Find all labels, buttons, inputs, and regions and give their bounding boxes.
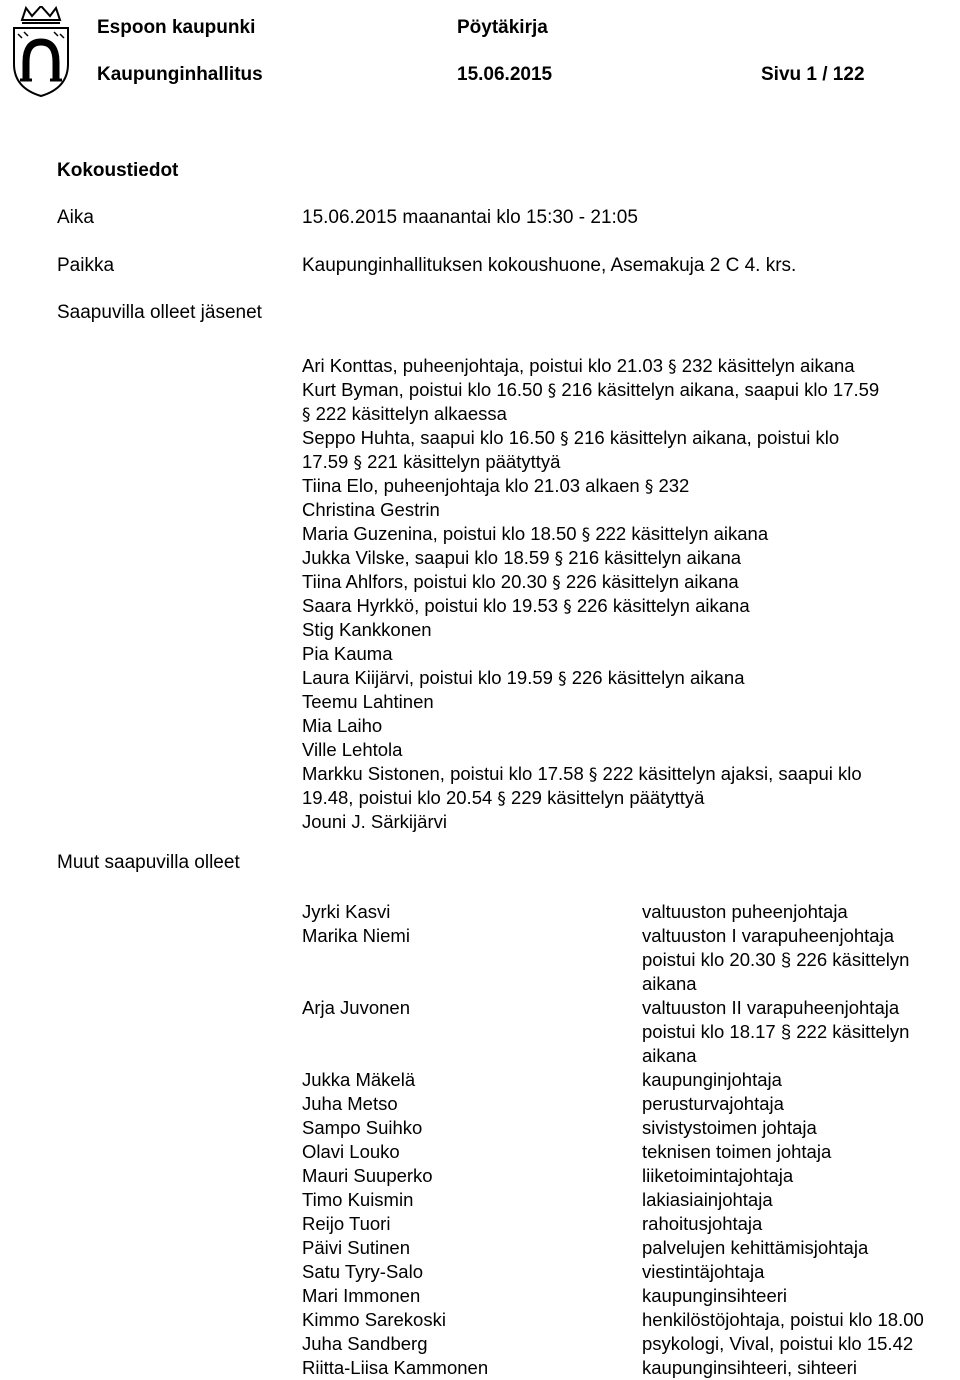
- member-line: [302, 666, 879, 690]
- attendee-role: aikana: [642, 973, 697, 994]
- section-sign-icon: §: [644, 477, 654, 497]
- member-line-text: 222 käsittelyn alkaessa: [310, 403, 507, 424]
- member-line-text: 17.59: [302, 451, 354, 472]
- member-line-text: Stig Kankkonen: [302, 619, 432, 640]
- attendee-role: valtuuston II varapuheenjohtaja: [642, 997, 900, 1018]
- member-line-text: Markku Sistonen, poistui klo 17.58: [302, 763, 589, 784]
- section-sign-icon: §: [588, 765, 598, 785]
- member-line: [302, 426, 879, 450]
- document-type: Pöytäkirja: [457, 17, 548, 38]
- others-names-column: [302, 900, 488, 1380]
- attendee-name: Arja Juvonen: [302, 997, 410, 1018]
- member-line-text: 226 käsittelyn aikana: [566, 667, 745, 688]
- member-line-text: 19.48, poistui klo 20.54: [302, 787, 498, 808]
- member-line-text: Tiina Elo, puheenjohtaja klo 21.03 alkaen: [302, 475, 645, 496]
- attendee-name: Mari Immonen: [302, 1285, 421, 1306]
- attendee-role: psykologi, Vival, poistui klo 15.42: [642, 1333, 914, 1354]
- member-line: [302, 762, 879, 786]
- section-sign-icon: §: [302, 405, 311, 425]
- attendee-name: Olavi Louko: [302, 1141, 400, 1162]
- espoo-coat-of-arms-logo: [4, 6, 78, 98]
- attendee-role: henkilöstöjohtaja, poistui klo 18.00: [642, 1309, 924, 1330]
- member-line: [302, 474, 879, 498]
- member-line: [302, 786, 879, 810]
- section-sign-icon: §: [563, 597, 572, 617]
- attendee-name: Mauri Suuperko: [302, 1165, 433, 1186]
- member-line-text: Jukka Vilske, saapui klo 18.59: [302, 547, 555, 568]
- member-line-text: 216 käsittelyn aikana, saapui klo 17.59: [556, 379, 880, 400]
- attendee-role: aikana: [642, 1045, 697, 1066]
- attendee-name: Reijo Tuori: [302, 1213, 391, 1234]
- member-line: [302, 618, 879, 642]
- attendee-name: Jukka Mäkelä: [302, 1069, 416, 1090]
- place-label: Paikka: [57, 255, 115, 276]
- member-line-text: 229 käsittelyn päätyttyä: [505, 787, 705, 808]
- attendee-name: Juha Sandberg: [302, 1333, 428, 1354]
- attendee-role: kaupunginsihteeri: [642, 1285, 788, 1306]
- member-line-text: 226 käsittelyn aikana: [571, 595, 750, 616]
- attendee-name: Satu Tyry-Salo: [302, 1261, 423, 1282]
- section-sign-icon: §: [353, 453, 362, 473]
- member-line: [302, 450, 879, 474]
- member-line: [302, 810, 879, 834]
- attendee-role: perusturvajohtaja: [642, 1093, 784, 1114]
- member-line-text: 232: [653, 475, 690, 496]
- member-line-text: Ari Konttas, puheenjohtaja, poistui klo 21.03: [302, 355, 669, 376]
- section-sign-icon: §: [581, 525, 591, 545]
- section-sign-icon: §: [552, 573, 561, 593]
- section-sign-icon: §: [554, 549, 564, 569]
- member-line: [302, 522, 879, 546]
- member-line-text: Pia Kauma: [302, 643, 393, 664]
- member-line-text: 222 käsittelyn ajaksi, saapui klo: [597, 763, 862, 784]
- member-line: [302, 570, 879, 594]
- section-sign-icon: §: [547, 381, 557, 401]
- attendee-name: Kimmo Sarekoski: [302, 1309, 446, 1330]
- member-line: [302, 402, 879, 426]
- member-line-text: Tiina Ahlfors, poistui klo 20.30: [302, 571, 553, 592]
- member-line: [302, 546, 879, 570]
- attendee-role: rahoitusjohtaja: [642, 1213, 763, 1234]
- member-line-text: 221 käsittelyn päätyttyä: [361, 451, 561, 472]
- attendee-role: poistui klo 20.30 § 226 käsittelyn: [642, 949, 910, 970]
- member-line-text: 216 käsittelyn aikana: [563, 547, 742, 568]
- others-roles-column: [642, 900, 924, 1380]
- attendee-name: Riitta-Liisa Kammonen: [302, 1357, 489, 1378]
- section-heading: Kokoustiedot: [57, 160, 179, 181]
- attendee-role: valtuuston I varapuheenjohtaja: [642, 925, 894, 946]
- attendee-name: Jyrki Kasvi: [302, 901, 391, 922]
- member-line-text: Saara Hyrkkö, poistui klo 19.53: [302, 595, 564, 616]
- member-line-text: 226 käsittelyn aikana: [560, 571, 739, 592]
- section-sign-icon: §: [497, 789, 506, 809]
- attendee-role: valtuuston puheenjohtaja: [642, 901, 848, 922]
- member-line-text: Teemu Lahtinen: [302, 691, 434, 712]
- members-label: Saapuvilla olleet jäsenet: [57, 302, 262, 323]
- member-line-text: Laura Kiijärvi, poistui klo 19.59: [302, 667, 559, 688]
- member-line: [302, 594, 879, 618]
- governing-body: Kaupunginhallitus: [97, 64, 263, 85]
- member-line: [302, 738, 879, 762]
- member-line-text: Mia Laiho: [302, 715, 383, 736]
- member-line-text: Jouni J. Särkijärvi: [302, 811, 447, 832]
- member-line-text: Seppo Huhta, saapui klo 16.50: [302, 427, 561, 448]
- member-line: [302, 354, 879, 378]
- attendee-name: Päivi Sutinen: [302, 1237, 410, 1258]
- member-line-text: 232 käsittelyn aikana: [676, 355, 855, 376]
- attendee-role: viestintäjohtaja: [642, 1261, 765, 1282]
- attendee-role: kaupunginjohtaja: [642, 1069, 782, 1090]
- organization-name: Espoon kaupunki: [97, 17, 256, 38]
- attendee-role: poistui klo 18.17 § 222 käsittelyn: [642, 1021, 910, 1042]
- member-line-text: 216 käsittelyn aikana, poistui klo: [568, 427, 840, 448]
- member-line-text: Kurt Byman, poistui klo 16.50: [302, 379, 548, 400]
- member-line: [302, 714, 879, 738]
- page-number: Sivu 1 / 122: [761, 64, 865, 85]
- section-sign-icon: §: [560, 429, 569, 449]
- attendee-name: Sampo Suihko: [302, 1117, 423, 1138]
- attendee-role: palvelujen kehittämisjohtaja: [642, 1237, 869, 1258]
- member-line: [302, 690, 879, 714]
- time-label: Aika: [57, 207, 94, 228]
- attendee-role: liiketoimintajohtaja: [642, 1165, 794, 1186]
- section-sign-icon: §: [668, 357, 677, 377]
- time-value: 15.06.2015 maanantai klo 15:30 - 21:05: [302, 207, 638, 228]
- member-line-text: Ville Lehtola: [302, 739, 403, 760]
- attendee-role: lakiasiainjohtaja: [642, 1189, 773, 1210]
- attendee-name: Juha Metso: [302, 1093, 398, 1114]
- member-line: [302, 498, 879, 522]
- meeting-date: 15.06.2015: [457, 64, 553, 85]
- attendee-role: kaupunginsihteeri, sihteeri: [642, 1357, 857, 1378]
- member-line-text: Maria Guzenina, poistui klo 18.50: [302, 523, 582, 544]
- others-label: Muut saapuvilla olleet: [57, 852, 240, 873]
- member-line: [302, 378, 879, 402]
- member-line-text: Christina Gestrin: [302, 499, 440, 520]
- members-list: [302, 354, 879, 834]
- attendee-role: teknisen toimen johtaja: [642, 1141, 832, 1162]
- member-line-text: 222 käsittelyn aikana: [590, 523, 769, 544]
- member-line: [302, 642, 879, 666]
- place-value: Kaupunginhallituksen kokoushuone, Asemakuja 2 C 4. krs.: [302, 255, 797, 276]
- attendee-name: Timo Kuismin: [302, 1189, 414, 1210]
- section-sign-icon: §: [558, 669, 567, 689]
- attendee-role: sivistystoimen johtaja: [642, 1117, 817, 1138]
- attendee-name: Marika Niemi: [302, 925, 410, 946]
